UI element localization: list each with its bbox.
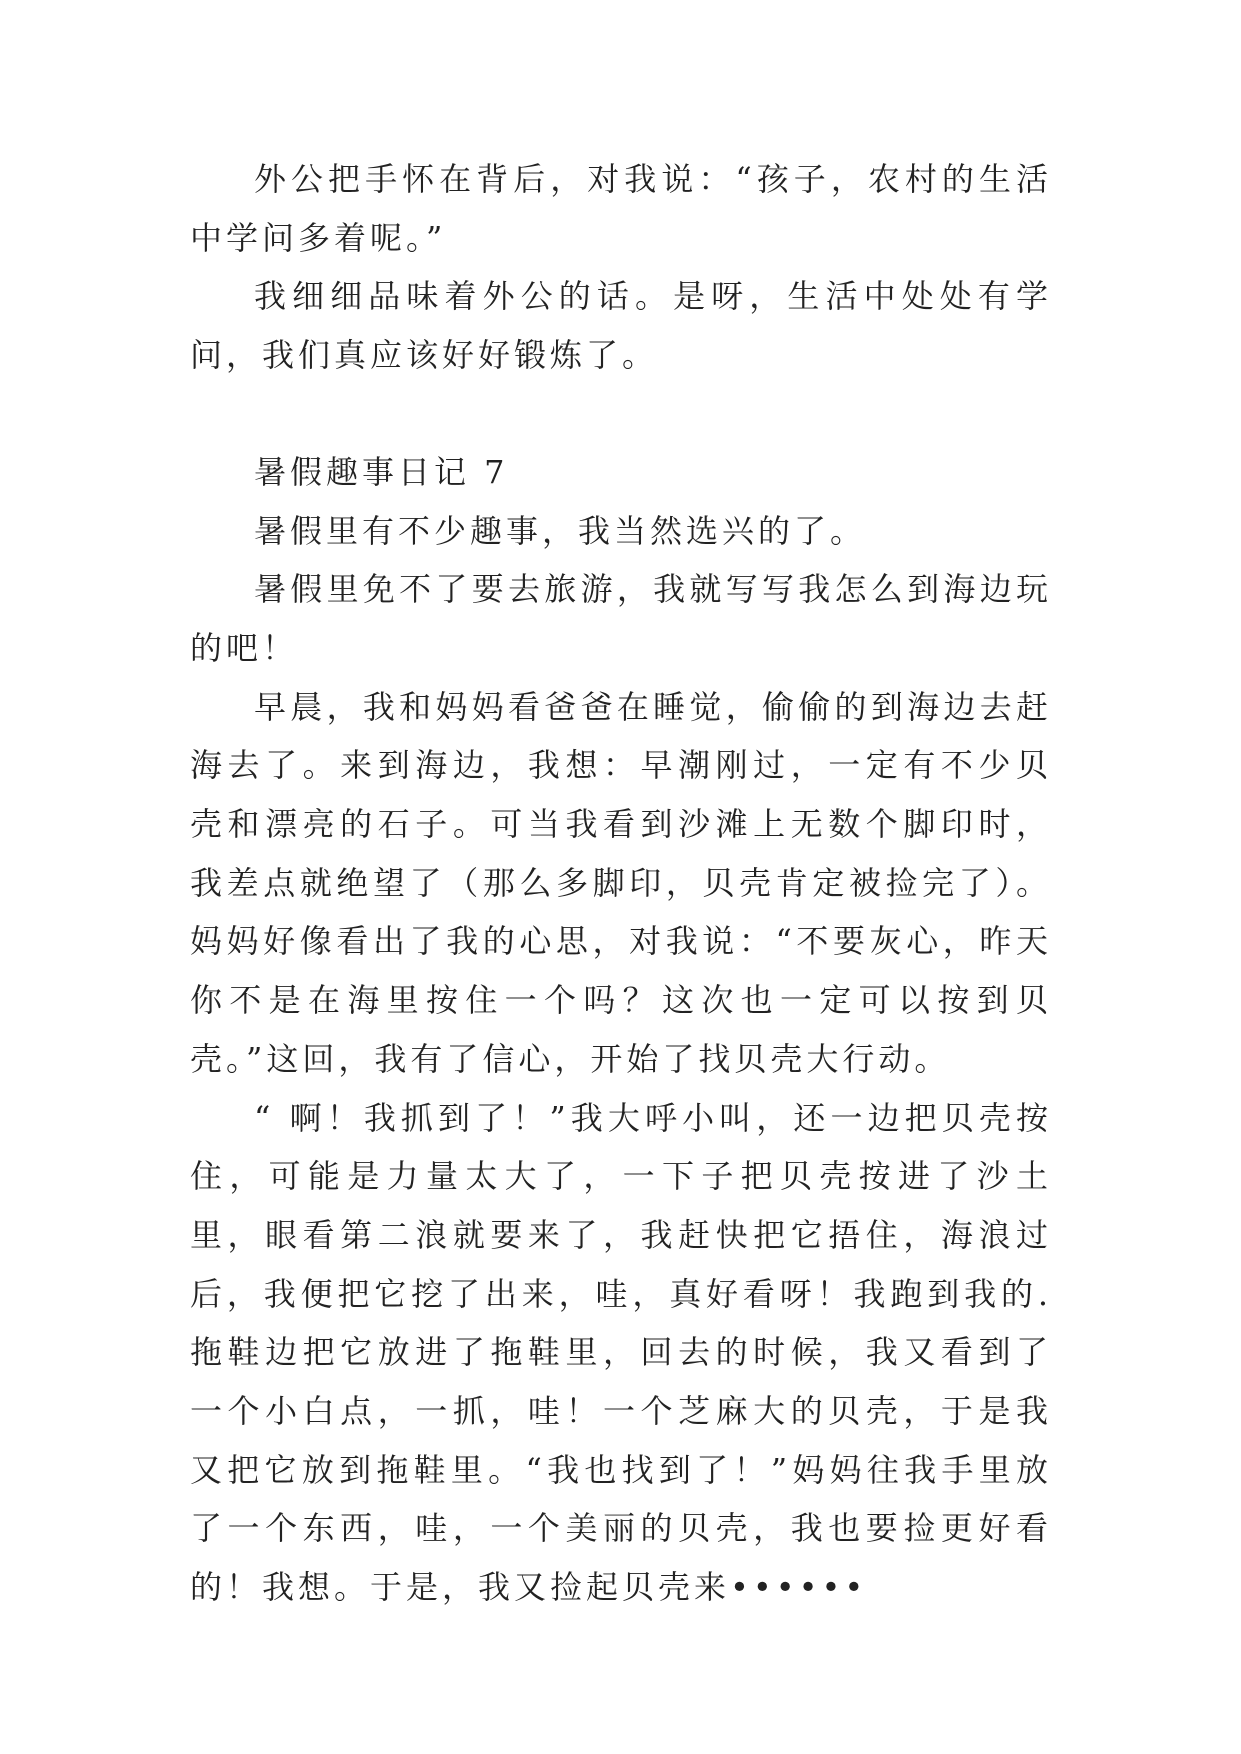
paragraph-5: 早晨，我和妈妈看爸爸在睡觉，偷偷的到海边去赶海去了。来到海边，我想：早潮刚过，一定有不少贝壳和漂亮的石子。可当我看到沙滩上无数个脚印时，我差点就绝望了（那么多脚印，贝壳肯定被捡完了）。妈妈好像看出了我的心思，对我说：“不要灰心，昨天你不是在海里按住一个吗？这次也一定可以按到贝壳。”这回，我有了信心，开始了找贝壳大行动。 bbox=[190, 687, 1052, 1078]
section-gap bbox=[190, 385, 1052, 443]
paragraph-6: “ 啊！我抓到了！”我大呼小叫，还一边把贝壳按住，可能是力量太大了，一下子把贝壳按进了沙土里，眼看第二浪就要来了，我赶快把它捂住，海浪过后，我便把它挖了出来，哇，真好看呀！我跑到我的.拖鞋边把它放进了拖鞋里，回去的时候，我又看到了一个小白点，一抓，哇！一个芝麻大的贝壳，于是我又把它放到拖鞋里。“我也找到了！”妈妈往我手里放了一个东西，哇，一个美丽的贝壳，我也要捡更好看的！我想。于是，我又捡起贝壳来•••••• bbox=[190, 1098, 1052, 1607]
paragraph-1: 外公把手怀在背后，对我说：“孩子，农村的生活中学问多着呢。” bbox=[190, 160, 1052, 257]
paragraph-4: 暑假里免不了要去旅游，我就写写我怎么到海边玩的吧！ bbox=[190, 570, 1052, 667]
paragraph-3: 暑假里有不少趣事，我当然选兴的了。 bbox=[254, 511, 867, 550]
paragraph-2: 我细细品味着外公的话。是呀，生活中处处有学问，我们真应该好好锻炼了。 bbox=[190, 277, 1052, 375]
section-title: 暑假趣事日记 7 bbox=[254, 452, 509, 491]
document-body bbox=[190, 150, 1052, 1617]
